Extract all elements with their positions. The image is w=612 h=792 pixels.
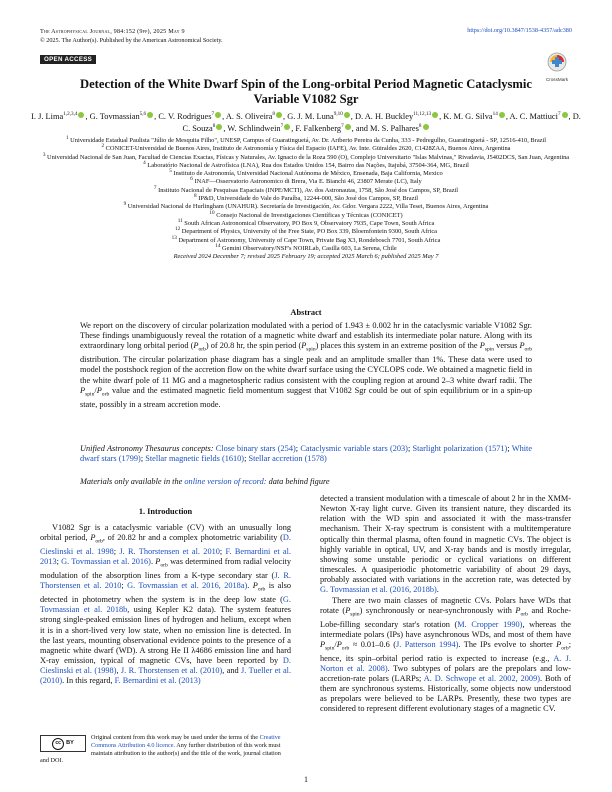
abstract-heading: Abstract (290, 308, 322, 317)
affiliation-number: 13 (171, 234, 177, 241)
cc-by-badge[interactable] (40, 735, 86, 752)
affiliation-number: 7 (153, 184, 157, 191)
keyword-link[interactable]: White dwarf stars (1799) (80, 444, 533, 464)
author-name: M. S. Palhares (370, 124, 419, 133)
affiliation-item (30, 184, 582, 195)
materials-link[interactable]: online version of record: (184, 477, 267, 486)
author-affiliation-marks: 8 (212, 123, 216, 130)
author-affiliation-marks: 7 (557, 111, 561, 118)
keyword-link[interactable]: Stellar accretion (1578) (248, 454, 327, 464)
affiliation-number: 6 (190, 176, 193, 183)
left-column (40, 507, 291, 686)
affiliation-number: 10 (209, 209, 215, 216)
orcid-icon[interactable] (147, 112, 153, 118)
license-text-1: Original content from this work may be used under the terms of the (91, 734, 259, 741)
affiliation-number: 12 (174, 226, 181, 233)
orcid-icon[interactable] (216, 124, 222, 130)
affiliation-item (30, 151, 582, 162)
author-name: C. V. Rodrigues (158, 112, 212, 121)
affiliation-text: Universidad Nacional de San Juan, Facultad de Ciencias Exactas, Físicas y Naturales, Av. Ignacio de la Roza 590 (O), Complejo Universitario "Islas Malvinas," Rivadavia, J5402DCS, San Juan, Argentina (45, 153, 570, 161)
body-paragraph: There are two main classes of magnetic CVs. Polars have WDs that rotate $(P_{spin})$ synchronously or near-synchronously with $P_{orb}$ and Roche-Lobe-filling secondary star's rotation (M. Cropper 1990), whereas the intermediate polars (IPs) have asynchronous WDs, and most of them have $P_{spin}/P_{orb} \approx 0.01-0.6$ (J. Patterson 1994). The IPs evolve to shorter $P_{orb}$; hence, its spin–orbital period ratio is expected to increase (e.g., A. J. Norton et al. 2008). Two subtypes of polars are the prepolars and low-accretion-rate polars (LARPs; A. D. Schwope et al. 2002, 2009). Both of them are synchronous systems. Historically, some objects now understood as prepolars were believed to be LARPs. Presently, these two types are considered to represent different evolutionary stages of a magnetic CV. (320, 595, 571, 714)
right-column (320, 494, 571, 715)
materials-note (80, 477, 532, 486)
author-name: W. Schlindwein (227, 124, 281, 133)
affiliation-number: 11 (177, 217, 183, 224)
affiliation-item (30, 178, 582, 186)
orcid-icon[interactable] (562, 112, 568, 118)
affiliation-item (30, 145, 582, 153)
affiliation-text: Laboratório Nacional de Astrofísica (LNA), Rua dos Estados Unidos 154, Bairro das Nações, Itajubá, 37504-364, MG, Brazil (145, 161, 469, 169)
open-access-badge: OPEN ACCESS (40, 55, 96, 64)
abstract-text: We report on the discovery of circular polarization modulated with a period of 1.943 ± 0.002 hr in the cataclysmic variable V1082 Sgr. These findings unambiguously reveal the rotation of a magnetic white dwarf and establish its intermediate polar nature. Along with its extraordinary long orbital period $(P_{orb})$ of 20.8 hr, the spin period $(P_{spin})$ places this system in an extreme position of the $P_{spin}$ versus $P_{orb}$ distribution. The circular polarization phase diagram has a single peak and an amplitude smaller than 1%. These data were used to model the postshock region of the accretion flow on the white dwarf surface using the CYCLOPS code. We obtained a magnetic field in the white dwarf pole of 11 MG and a magnetospheric radius consistent with the coupling region at around 2–3 white dwarf radii. The $P_{spin}/P_{orb}$ value and the estimated magnetic field momentum suggest that V1082 Sgr could be out of spin equilibrium or in a spin-up state, possibly in a stream accretion mode. (80, 321, 533, 409)
orcid-icon[interactable] (423, 124, 429, 130)
license-notice (40, 734, 291, 765)
affiliation-number: 1 (65, 134, 69, 141)
keyword-link[interactable]: Cataclysmic variable stars (203) (300, 444, 408, 453)
affiliation-number: 4 (143, 159, 146, 166)
affiliation-item (30, 228, 582, 236)
affiliation-text: South African Astronomical Observatory, PO Box 9, Observatory 7935, Cape Town, South Africa (182, 219, 435, 227)
affiliation-text: CONICET-Universidad de Buenos Aires, Instituto de Astronomía y Física del Espacio (IAFE), Av. Inte. Güiraldes 2620, C1428ZAA, Buenos Aires, Argentina (104, 145, 511, 153)
affiliation-number: 14 (215, 242, 221, 249)
affiliation-number: 9 (123, 201, 127, 208)
affiliation-text: INAF—Osservatorio Astronomico di Brera, Via E. Bianchi 46, 23807 Merate (LC), Italy (192, 178, 422, 186)
author-affiliation-marks: 8 (272, 111, 275, 118)
materials-suffix: data behind figure (268, 477, 330, 486)
copyright-line: © 2025. The Author(s). Published by the American Astronomical Society. (40, 37, 223, 44)
author-name: D. C. Souza (182, 112, 581, 133)
author-name: K. M. G. Silva (443, 112, 493, 121)
author-affiliation-marks: 1,2,3,4 (63, 111, 78, 118)
author-list: I. J. Lima$^{1,2,3,4}$ , G. Tovmassian$^{5,6}$ , C. V. Rodrigues$^7$ , A. S. Oliveira$^8$ , G. J. M. Luna$^{9,10}$ , D. A. H. Buckley$^{11,12,13}$ , K. M. G. Silva$^{14}$ , A. C. Mattiuci$^7$ , D. C. Souza$^8$ , W. Schlindwein$^7$ , F. Falkenberg$^7$ , and M. S. Palhares$^8$ (31, 111, 581, 133)
affiliation-number: 8 (194, 192, 197, 199)
affiliation-item (30, 242, 582, 253)
crossmark-icon (547, 52, 567, 72)
author-name: G. Tovmassian (89, 112, 140, 121)
paper-title: Detection of the White Dwarf Spin of the Long-orbital Period Magnetic Cataclysmic Variable V1082 Sgr (79, 77, 533, 106)
author-affiliation-marks: 7 (341, 123, 344, 130)
affiliation-item (30, 203, 582, 211)
affiliation-list (30, 134, 582, 261)
author-name: G. J. M. Luna (287, 112, 334, 121)
affiliation-text: Gemini Observatory/NSF's NOIRLab, Casilla 603, La Serena, Chile (220, 244, 397, 252)
license-link[interactable]: Creative Commons Attribution 4.0 licence. (91, 734, 281, 749)
author-affiliation-marks: 7 (280, 123, 284, 130)
author-affiliation-marks: 11,12,13 (413, 111, 432, 118)
orcid-icon[interactable] (215, 112, 221, 118)
license-text-2: Any further distribution of this work must maintain attribution to the author(s) and the title of the work, journal citation and DOI. (40, 741, 281, 765)
orcid-icon[interactable] (276, 112, 282, 118)
cc-badge-label: BY (66, 739, 74, 746)
affiliation-text: Instituto de Astronomía, Universidad Nacional Autónoma de México, Ensenada, Baja California, Mexico (171, 170, 443, 178)
affiliation-text: Department of Physics, University of the Free State, PO Box 339, Bloemfontein 9300, South Africa (180, 228, 438, 236)
affiliation-text: Consejo Nacional de Investigaciones Científicas y Técnicas (CONICET) (214, 211, 403, 219)
keywords-label: Unified Astronomy Thesaurus concepts: (80, 444, 214, 453)
section-heading: 1. Introduction (138, 507, 193, 516)
keyword-link[interactable]: Close binary stars (254) (215, 444, 296, 453)
affiliation-item (30, 234, 582, 245)
orcid-icon[interactable] (344, 112, 350, 118)
author-affiliation-marks: 8 (418, 123, 422, 130)
orcid-icon[interactable] (345, 124, 351, 130)
keyword-link[interactable]: Starlight polarization (1571) (412, 444, 508, 453)
affiliation-number: 2 (101, 143, 105, 150)
keyword-link[interactable]: Stellar magnetic fields (1610) (145, 454, 245, 464)
author-affiliation-marks: 5,6 (139, 111, 147, 118)
orcid-icon[interactable] (284, 124, 290, 130)
affiliation-text: IP&D, Universidade do Vale do Paraíba, 12244-000, São José dos Campos, SP, Brazil (196, 195, 418, 203)
affiliation-number: 5 (169, 168, 172, 175)
affiliation-text: Universidade Estadual Paulista "Júlio de Mesquita Filho", UNESP, Campus of Guaratinguetá, Av. Dr. Ariberto Pereira da Cunha, 333 - Pedregulho, Guaratinguetá - SP, 12516-410, Brazil (68, 137, 547, 144)
affiliation-text: Instituto Nacional de Pesquisas Espaciais (INPE/MCTI), Av. dos Astronautas, 1758, São José dos Campos, SP, Brazil (156, 186, 459, 194)
running-header (40, 27, 223, 45)
author-name: I. J. Lima (31, 112, 64, 121)
affiliation-item (30, 159, 582, 170)
body-paragraph: V1082 Sgr is a cataclysmic variable (CV) with an unusually long orbital period, $P_{orb}$, of 20.82 hr and a complex photometric variability (D. Cieslinski et al. 1998; J. R. Thorstensen et al. 2010; F. Bernardini et al. 2013; G. Tovmassian et al. 2016). $P_{orb}$ was determined from radial velocity modulation of the absorption lines from a K-type secondary star (J. R. Thorstensen et al. 2010; G. Tovmassian et al. 2016, 2018a). $P_{orb}$ is also detected in photometry when the system is in the deep low state (G. Tovmassian et al. 2018b, using Kepler K2 data). The system features strong single-peaked emission lines of hydrogen and helium, except when it is in a short-lived very low state, when no emission line is detected. In the last years, mounting observational evidence points to the presence of a magnetic white dwarf (WD). A strong He II λ4686 emission line and hard X-ray emission, typical of magnetic CVs, have been reported by D. Cieslinski et al. (1998), J. R. Thorstensen et al. (2010), and J. Tueller et al. (2010). In this regard, F. Bernardini et al. (2013) (40, 523, 292, 686)
cc-icon: cc (52, 738, 64, 750)
author-name: F. Falkenberg (295, 124, 342, 133)
crossmark-label: CrossMark (545, 77, 569, 82)
affiliation-text: Department of Astronomy, University of Cape Town, Private Bag X3, Rondebosch 7701, South Africa (176, 236, 441, 244)
orcid-icon[interactable] (78, 112, 84, 118)
affiliation-text: Universidad Nacional de Hurlingham (UNAHUR). Secretaría de Investigación, Av. Gdor. Vergara 2222, Villa Tesei, Buenos Aires, Argentina (126, 203, 489, 211)
received-dates: Received 2024 December 7; revised 2025 February 19; accepted 2025 March 6; published 2025 May 7 (173, 253, 439, 261)
page-number: 1 (304, 775, 308, 784)
orcid-icon[interactable] (432, 112, 438, 118)
orcid-icon[interactable] (499, 112, 505, 118)
author-name: A. C. Mattiuci (509, 112, 558, 121)
author-name: D. A. H. Buckley (354, 112, 414, 121)
affiliation-item (30, 209, 582, 220)
author-affiliation-marks: 14 (492, 111, 498, 118)
author-name: A. S. Oliveira (225, 112, 273, 121)
journal-line: The Astrophysical Journal, 984:152 (9pp), 2025 May 9 (40, 28, 185, 35)
keywords: Unified Astronomy Thesaurus concepts: Close binary stars (254); Cataclysmic variable stars (203); Starlight polarization (1571); White dwarf stars (1799); Stellar magnetic fields (1610); Stellar accretion (1578) (80, 444, 533, 464)
body-paragraph: detected a transient modulation with a timescale of about 2 hr in the XMM-Newton X-ray light curve. Given its transient nature, they discarded its relation with the WD spin and associated it with the mass-transfer mechanism. Their X-ray spectrum is consistent with a multitemperature optically thin thermal plasma, often found in magnetic CVs. The object is highly variable in optical, UV, and X-ray bands and is mostly irregular, showing some unstable periodic or cyclical variations on different timescales. A quasiperiodic photometric variability of about 29 days, probably associated with variations in the accretion rate, was detected by G. Tovmassian et al. (2016, 2018b). (320, 494, 571, 595)
materials-prefix: Materials only available in the (80, 477, 183, 486)
author-affiliation-marks: 7 (211, 111, 215, 118)
author-affiliation-marks: 9,10 (333, 111, 343, 118)
doi-link[interactable]: https://doi.org/10.3847/1538-4357/adc380 (467, 27, 572, 34)
affiliation-number: 3 (42, 151, 46, 158)
